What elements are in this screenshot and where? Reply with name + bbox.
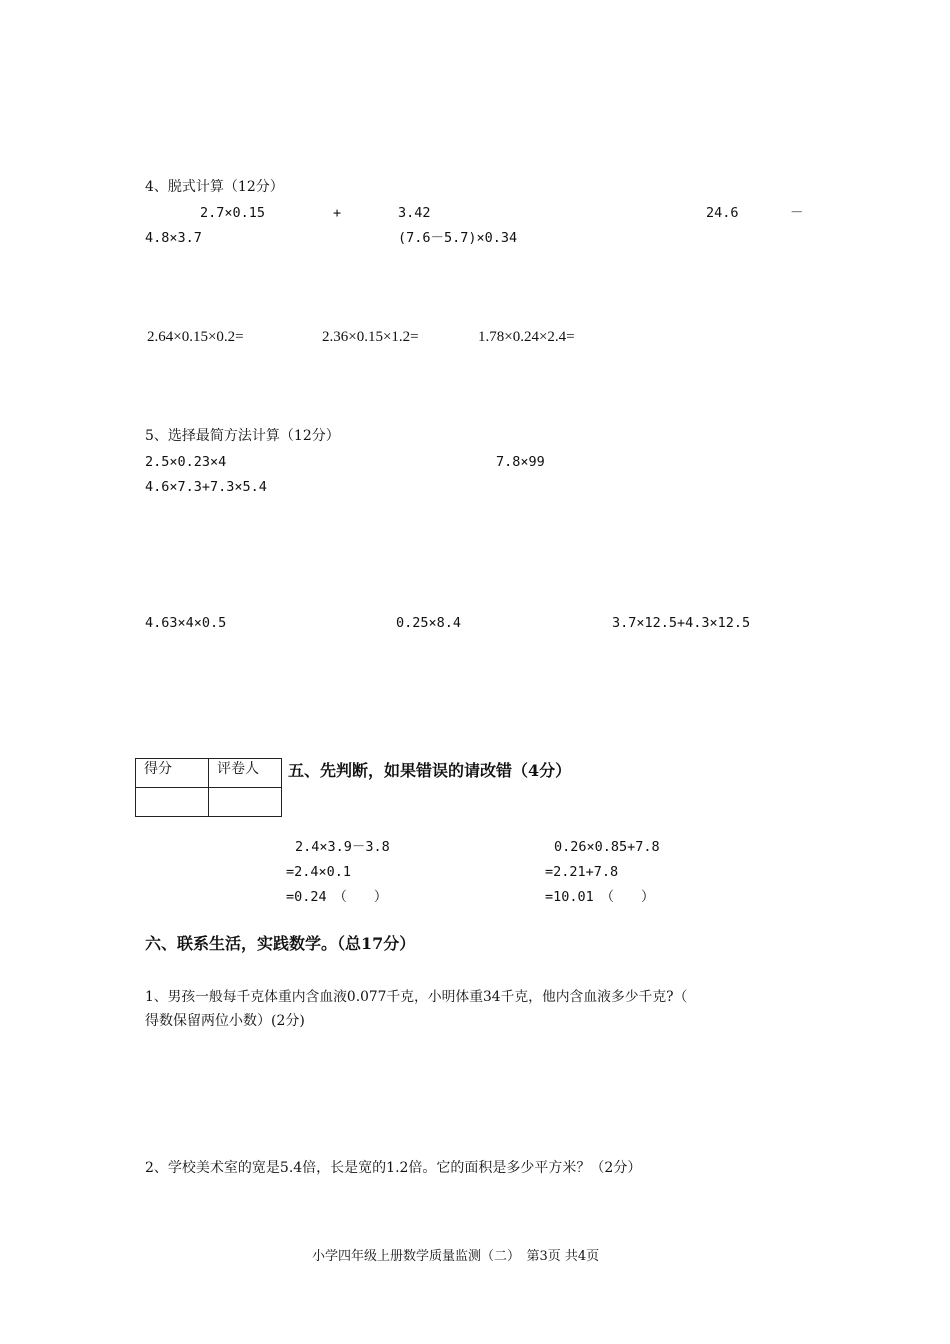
judge-right-2: =2.21+7.8 [545,864,619,880]
expr-4-1b: + [333,205,342,221]
expr-4-3c: 1.78×0.24×2.4= [478,329,575,345]
judge-left-1: 2.4×3.9－3.8 [295,839,390,855]
expr-4-3b: 2.36×0.15×1.2= [322,329,419,345]
expr-4-1c: 3.42 [398,205,431,221]
expr-5-3c: 3.7×12.5+4.3×12.5 [612,615,751,631]
expr-5-3b: 0.25×8.4 [396,615,462,631]
expr-5-1a: 2.5×0.23×4 [145,454,227,470]
judge-right-1: 0.26×0.85+7.8 [554,839,660,855]
grader-cell[interactable] [209,788,282,817]
expr-4-1a: 2.7×0.15 [200,205,266,221]
q2-text: 2、学校美术室的宽是5.4倍，长是宽的1.2倍。它的面积是多少平方米？（2分） [145,1160,642,1176]
expr-4-2a: 4.8×3.7 [145,230,202,246]
part5-title: 五、先判断，如果错误的请改错（4分） [288,761,572,780]
grader-header: 评卷人 [209,759,282,788]
part6-title: 六、联系生活，实践数学。（总17分） [145,934,416,953]
score-cell[interactable] [136,788,209,817]
judge-left-3: =0.24 （ ） [286,889,388,905]
expr-4-1e: － [790,205,804,221]
expr-4-3a: 2.64×0.15×0.2= [147,329,244,345]
expr-5-1b: 7.8×99 [496,454,545,470]
expr-4-2b: (7.6－5.7)×0.34 [398,230,518,246]
page-footer: 小学四年级上册数学质量监测（二） 第3页 共4页 [312,1249,600,1264]
score-table [135,758,282,817]
expr-5-3a: 4.63×4×0.5 [145,615,227,631]
judge-right-3: =10.01 （ ） [545,889,655,905]
expr-5-2: 4.6×7.3+7.3×5.4 [145,479,267,495]
judge-left-2: =2.4×0.1 [286,864,352,880]
section4-title: 4、脱式计算（12分） [145,179,284,195]
q1-line1: 1、男孩一般每千克体重内含血液0.077千克，小明体重34千克，他内含血液多少千克?（ [145,989,688,1005]
section5-title: 5、选择最简方法计算（12分） [145,428,340,444]
expr-4-1d: 24.6 [706,205,739,221]
score-header: 得分 [136,759,209,788]
q1-line2: 得数保留两位小数）(2分) [145,1013,305,1029]
